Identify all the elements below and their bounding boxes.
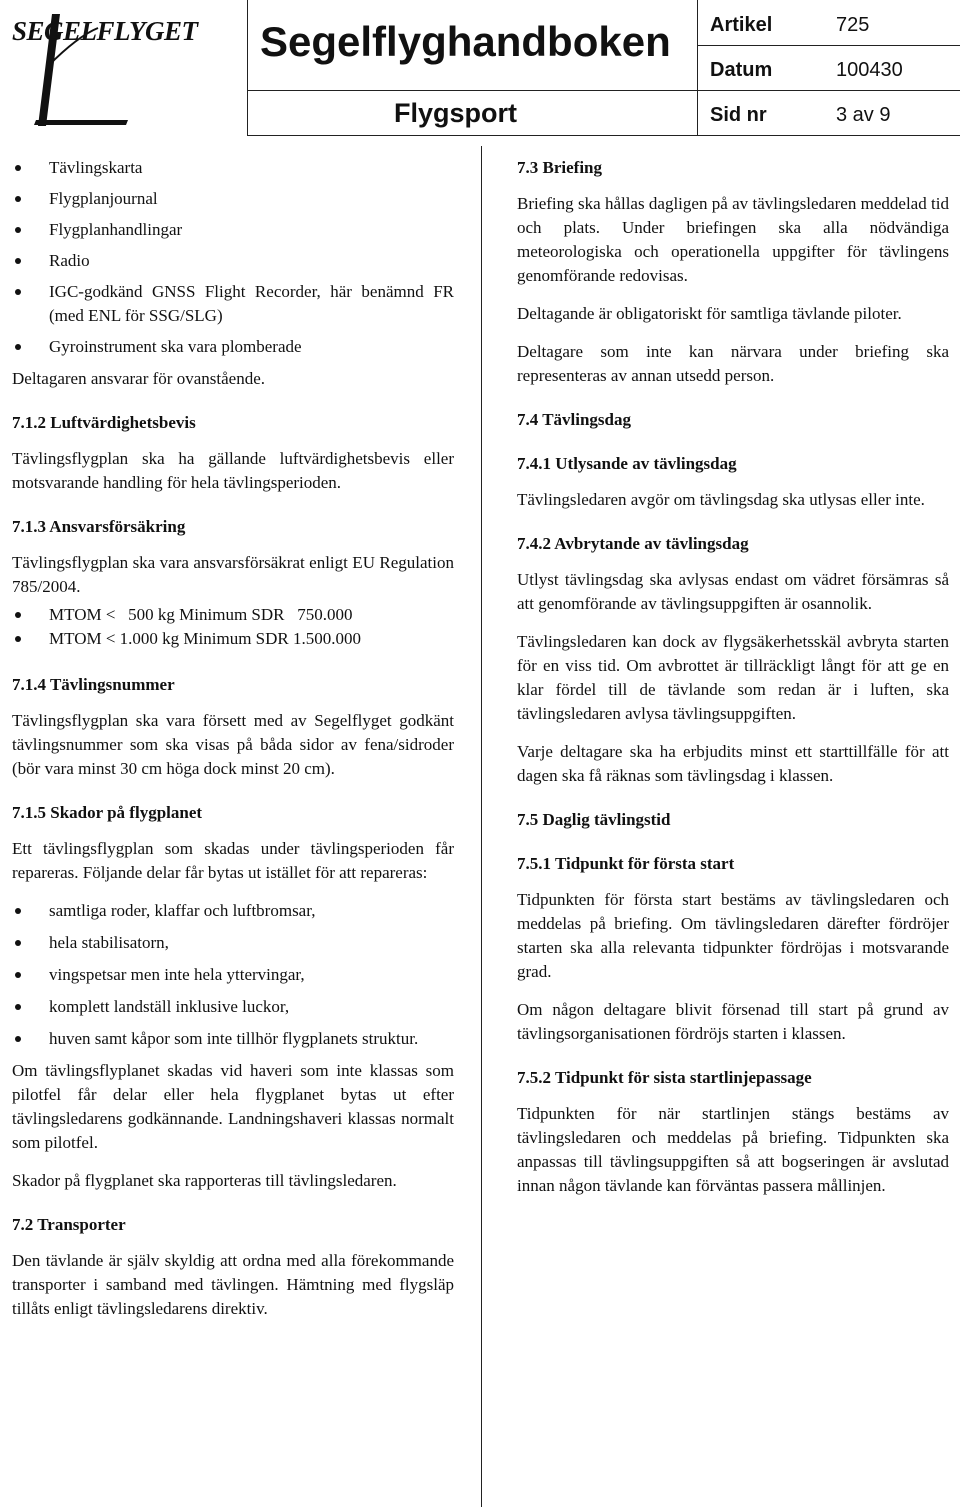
bullet-icon [15, 196, 21, 202]
mtom-list [12, 603, 454, 651]
paragraph: Varje deltagare ska ha erbjudits minst ett starttillfälle för att dagen ska få räknas som tävlingsdag i klassen. [517, 742, 949, 785]
page-header [0, 0, 960, 135]
date-value: 100430 [836, 59, 903, 81]
page-row [698, 90, 960, 136]
bullet-icon [15, 258, 21, 264]
paragraph: Tävlingsflygplan ska ha gällande luftvärdighetsbevis eller motsvarande handling för hela tävlingsperioden. [12, 449, 454, 492]
replaceable-parts-list [12, 899, 454, 1051]
heading-7-1-2: 7.1.2 Luftvärdighetsbevis [12, 413, 196, 432]
right-column [517, 156, 949, 1212]
paragraph: Den tävlande är själv skyldig att ordna med alla förekommande transporter i samband med tävlingen. Hämtning med flygsläp tillåts enligt tävlingsledarens direktiv. [12, 1251, 454, 1318]
bullet-icon [15, 1036, 21, 1042]
list-item: Flygplanjournal [12, 187, 454, 211]
page-label: Sid nr [710, 104, 767, 126]
list-item: IGC-godkänd GNSS Flight Recorder, här benämnd FR (med ENL för SSG/SLG) [12, 280, 454, 328]
paragraph: Tävlingsflygplan ska vara försett med av Segelflyget godkänt tävlingsnummer som ska visas på båda sidor av fena/sidroder (bör vara minst 30 cm höga dock minst 20 cm). [12, 711, 454, 778]
paragraph: Skador på flygplanet ska rapporteras till tävlingsledaren. [12, 1171, 397, 1190]
header-title-cell [247, 0, 698, 91]
paragraph: Briefing ska hållas dagligen på av tävlingsledaren meddelad tid och plats. Under briefingen ska alla nödvändiga meteorologiska och operationella uppgifter för tävlingens genomförande redovisas. [517, 194, 949, 285]
list-item: Gyroinstrument ska vara plomberade [12, 335, 454, 359]
heading-7-4-2: 7.4.2 Avbrytande av tävlingsdag [517, 534, 749, 553]
paragraph: Om tävlingsflyplanet skadas vid haveri som inte klassas som pilotfel får delar eller hela flygplanet bytas ut efter tävlingsledarens godkännande. Landningshaveri klassas normalt som pilotfel. [12, 1061, 454, 1152]
date-label: Datum [710, 59, 773, 81]
bullet-icon [15, 972, 21, 978]
list-item: MTOM < 500 kg Minimum SDR 750.000 [12, 603, 454, 627]
heading-7-5-1: 7.5.1 Tidpunkt för första start [517, 854, 735, 873]
heading-7-4-1: 7.4.1 Utlysande av tävlingsdag [517, 454, 737, 473]
paragraph: Deltagare som inte kan närvara under briefing ska representeras av annan utsedd person. [517, 342, 949, 385]
paragraph: Tävlingsledaren kan dock av flygsäkerhetsskäl avbryta starten för en viss tid. Om avbrottet är tillräckligt långt för att ge en klar fördel till de tävlande som redan är i luften, ska tävlingsledaren avlysa tävlingsuppgiften. [517, 632, 949, 723]
paragraph: Deltagande är obligatoriskt för samtliga tävlande piloter. [517, 304, 902, 323]
list-item: hela stabilisatorn, [12, 931, 454, 955]
heading-7-5-2: 7.5.2 Tidpunkt för sista startlinjepassage [517, 1068, 812, 1087]
required-documents-list [12, 156, 454, 359]
article-value: 725 [836, 14, 870, 36]
page-value: 3 av 9 [836, 104, 891, 126]
paragraph: Tidpunkten för första start bestäms av tävlingsledaren och meddelas på briefing. Om tävlingsledaren därefter fördröjer starten ska alla relevanta tidpunkter fördröjas i motsvarande grad. [517, 890, 949, 981]
heading-7-1-3: 7.1.3 Ansvarsförsäkring [12, 517, 186, 536]
segelflyget-logo [8, 6, 243, 131]
paragraph: Om någon deltagare blivit försenad till start på grund av tävlingsorganisationen fördröjs starten i klassen. [517, 1000, 949, 1043]
article-row [698, 0, 960, 46]
column-divider [481, 146, 482, 1507]
bullet-icon [15, 612, 21, 618]
heading-7-1-5: 7.1.5 Skador på flygplanet [12, 803, 203, 822]
date-row [698, 45, 960, 91]
paragraph: Tidpunkten för när startlinjen stängs bestäms av tävlingsledaren och meddelas på briefing. Tidpunkten ska anpassas till tävlingsuppgiften så att bogseringen är avslutad innan någon tävlande kan förväntas passera mållinjen. [517, 1104, 949, 1195]
section-subtitle: Flygsport [394, 98, 518, 128]
header-subtitle-cell [247, 90, 698, 136]
list-item: komplett landställ inklusive luckor, [12, 995, 454, 1019]
list-item: Tävlingskarta [12, 156, 454, 180]
heading-7-3: 7.3 Briefing [517, 158, 602, 177]
bullet-icon [15, 636, 21, 642]
paragraph: Utlyst tävlingsdag ska avlysas endast om vädret försämras så att genomförande av tävlingsuppgiften är osannolik. [517, 570, 949, 613]
bullet-icon [15, 344, 21, 350]
bullet-icon [15, 940, 21, 946]
left-column [12, 156, 454, 1335]
list-item: Flygplanhandlingar [12, 218, 454, 242]
bullet-icon [15, 1004, 21, 1010]
heading-7-2: 7.2 Transporter [12, 1215, 126, 1234]
header-meta [697, 0, 960, 135]
paragraph: Ett tävlingsflygplan som skadas under tävlingsperioden får repareras. Följande delar får bytas ut istället för att repareras: [12, 839, 454, 882]
list-item: MTOM < 1.000 kg Minimum SDR 1.500.000 [12, 627, 454, 651]
bullet-icon [15, 289, 21, 295]
paragraph: Tävlingsflygplan ska vara ansvarsförsäkrat enligt EU Regulation 785/2004. [12, 553, 454, 596]
article-label: Artikel [710, 14, 773, 36]
bullet-icon [15, 227, 21, 233]
paragraph: Deltagaren ansvarar för ovanstående. [12, 369, 265, 388]
handbook-title: Segelflyghandboken [260, 18, 671, 65]
list-item: Radio [12, 249, 454, 273]
heading-7-5: 7.5 Daglig tävlingstid [517, 810, 671, 829]
list-item: huven samt kåpor som inte tillhör flygplanets struktur. [12, 1027, 454, 1051]
paragraph: Tävlingsledaren avgör om tävlingsdag ska utlysas eller inte. [517, 490, 925, 509]
list-item: vingspetsar men inte hela yttervingar, [12, 963, 454, 987]
heading-7-4: 7.4 Tävlingsdag [517, 410, 632, 429]
heading-7-1-4: 7.1.4 Tävlingsnummer [12, 675, 175, 694]
logo-text: SEGELFLYGET [12, 16, 198, 46]
bullet-icon [15, 908, 21, 914]
list-item: samtliga roder, klaffar och luftbromsar, [12, 899, 454, 923]
bullet-icon [15, 165, 21, 171]
